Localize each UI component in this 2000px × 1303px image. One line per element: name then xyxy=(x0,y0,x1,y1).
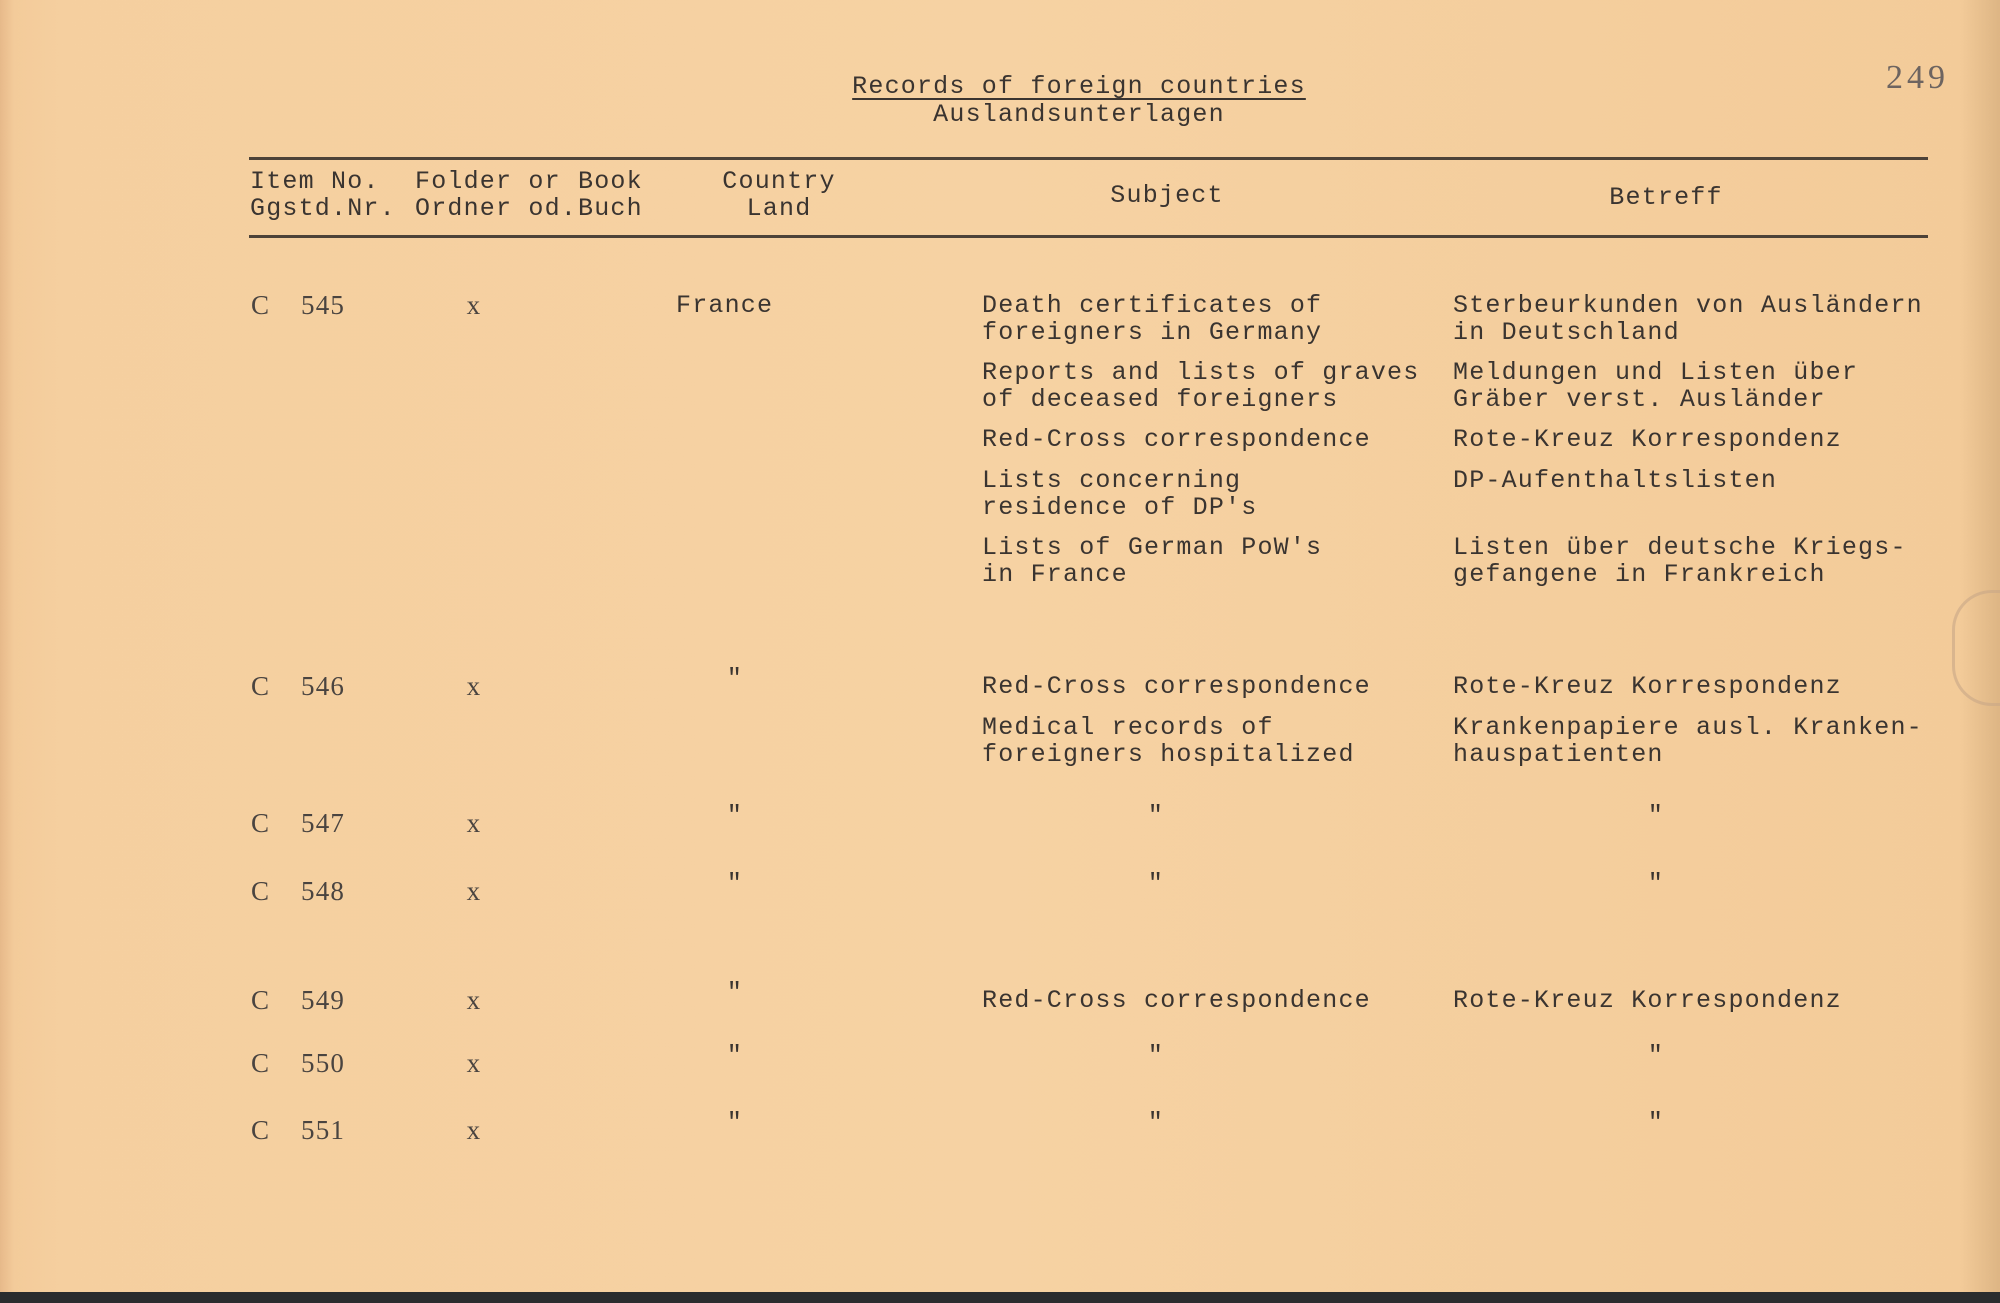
folder-mark: x xyxy=(466,1048,482,1078)
item-number: 551 xyxy=(301,1115,346,1145)
subject-text: Red-Cross correspondence xyxy=(982,425,1371,454)
page-bottom-edge xyxy=(0,1292,2000,1303)
col-folder-en: Folder or xyxy=(415,167,561,196)
betreff-text: DP-Aufenthaltslisten xyxy=(1453,466,1778,495)
page-tab-edge xyxy=(1952,590,2000,706)
item-number: 549 xyxy=(301,985,346,1015)
folder-mark: x xyxy=(466,985,482,1015)
subject-text: Death certificates of foreigners in Germany xyxy=(982,291,1323,347)
subject-ditto: " xyxy=(1147,869,1165,898)
col-item-en: Item No. xyxy=(250,167,380,196)
subject-ditto: " xyxy=(1147,1041,1165,1070)
betreff-ditto: " xyxy=(1647,1041,1665,1070)
subject-text: Lists of German PoW's in France xyxy=(982,533,1323,589)
betreff-text: Sterbeurkunden von Ausländern in Deutschland xyxy=(1453,291,1923,347)
country-ditto: " xyxy=(726,1041,744,1070)
item-number: 548 xyxy=(301,876,346,906)
country-ditto: " xyxy=(726,1108,744,1137)
subject-text: Medical records of foreigners hospitalized xyxy=(982,713,1355,769)
item-prefix: C xyxy=(251,1115,271,1145)
betreff-text: Krankenpapiere ausl. Kranken- hauspatienten xyxy=(1453,713,1923,769)
subject-ditto: " xyxy=(1147,1108,1165,1137)
folder-mark: x xyxy=(466,671,482,701)
page-number: 249 xyxy=(1886,59,1949,96)
col-book-de: Buch xyxy=(578,194,643,223)
subject-text: Red-Cross correspondence xyxy=(982,672,1371,701)
betreff-text: Rote-Kreuz Korrespondenz xyxy=(1453,986,1842,1015)
betreff-text: Listen über deutsche Kriegs- gefangene in Frankreich xyxy=(1453,533,1907,589)
item-prefix: C xyxy=(251,808,271,838)
header-top-rule xyxy=(249,157,1928,160)
page-subtitle: Auslandsunterlagen xyxy=(933,100,1225,129)
betreff-ditto: " xyxy=(1647,869,1665,898)
country-ditto: " xyxy=(726,664,744,693)
folder-mark: x xyxy=(466,290,482,320)
item-number: 545 xyxy=(301,290,346,320)
folder-mark: x xyxy=(466,876,482,906)
country-ditto: " xyxy=(726,869,744,898)
col-book-en: Book xyxy=(578,167,643,196)
betreff-text: Rote-Kreuz Korrespondenz xyxy=(1453,672,1842,701)
item-prefix: C xyxy=(251,876,271,906)
item-number: 546 xyxy=(301,671,346,701)
country: France xyxy=(676,291,774,320)
betreff-ditto: " xyxy=(1647,801,1665,830)
betreff-ditto: " xyxy=(1647,1108,1665,1137)
col-folder-de: Ordner od. xyxy=(415,194,578,223)
page-title: Records of foreign countries xyxy=(852,72,1306,101)
item-prefix: C xyxy=(251,1048,271,1078)
header-bottom-rule xyxy=(249,235,1928,238)
col-item-de: Ggstd.Nr. xyxy=(250,194,396,223)
subject-text: Reports and lists of graves of deceased foreigners xyxy=(982,358,1420,414)
betreff-text: Rote-Kreuz Korrespondenz xyxy=(1453,425,1842,454)
subject-ditto: " xyxy=(1147,801,1165,830)
col-country-en: Country xyxy=(722,167,836,196)
col-country-de: Land xyxy=(746,194,812,223)
betreff-text: Meldungen und Listen über Gräber verst. Ausländer xyxy=(1453,358,1859,414)
item-number: 547 xyxy=(301,808,346,838)
item-prefix: C xyxy=(251,290,271,320)
item-prefix: C xyxy=(251,671,271,701)
subject-text: Lists concerning residence of DP's xyxy=(982,466,1258,522)
folder-mark: x xyxy=(466,808,482,838)
col-subject: Subject xyxy=(1110,181,1224,210)
country-ditto: " xyxy=(726,801,744,830)
subject-text: Red-Cross correspondence xyxy=(982,986,1371,1015)
item-number: 550 xyxy=(301,1048,346,1078)
folder-mark: x xyxy=(466,1115,482,1145)
country-ditto: " xyxy=(726,978,744,1007)
col-betreff: Betreff xyxy=(1609,183,1723,212)
item-prefix: C xyxy=(251,985,271,1015)
